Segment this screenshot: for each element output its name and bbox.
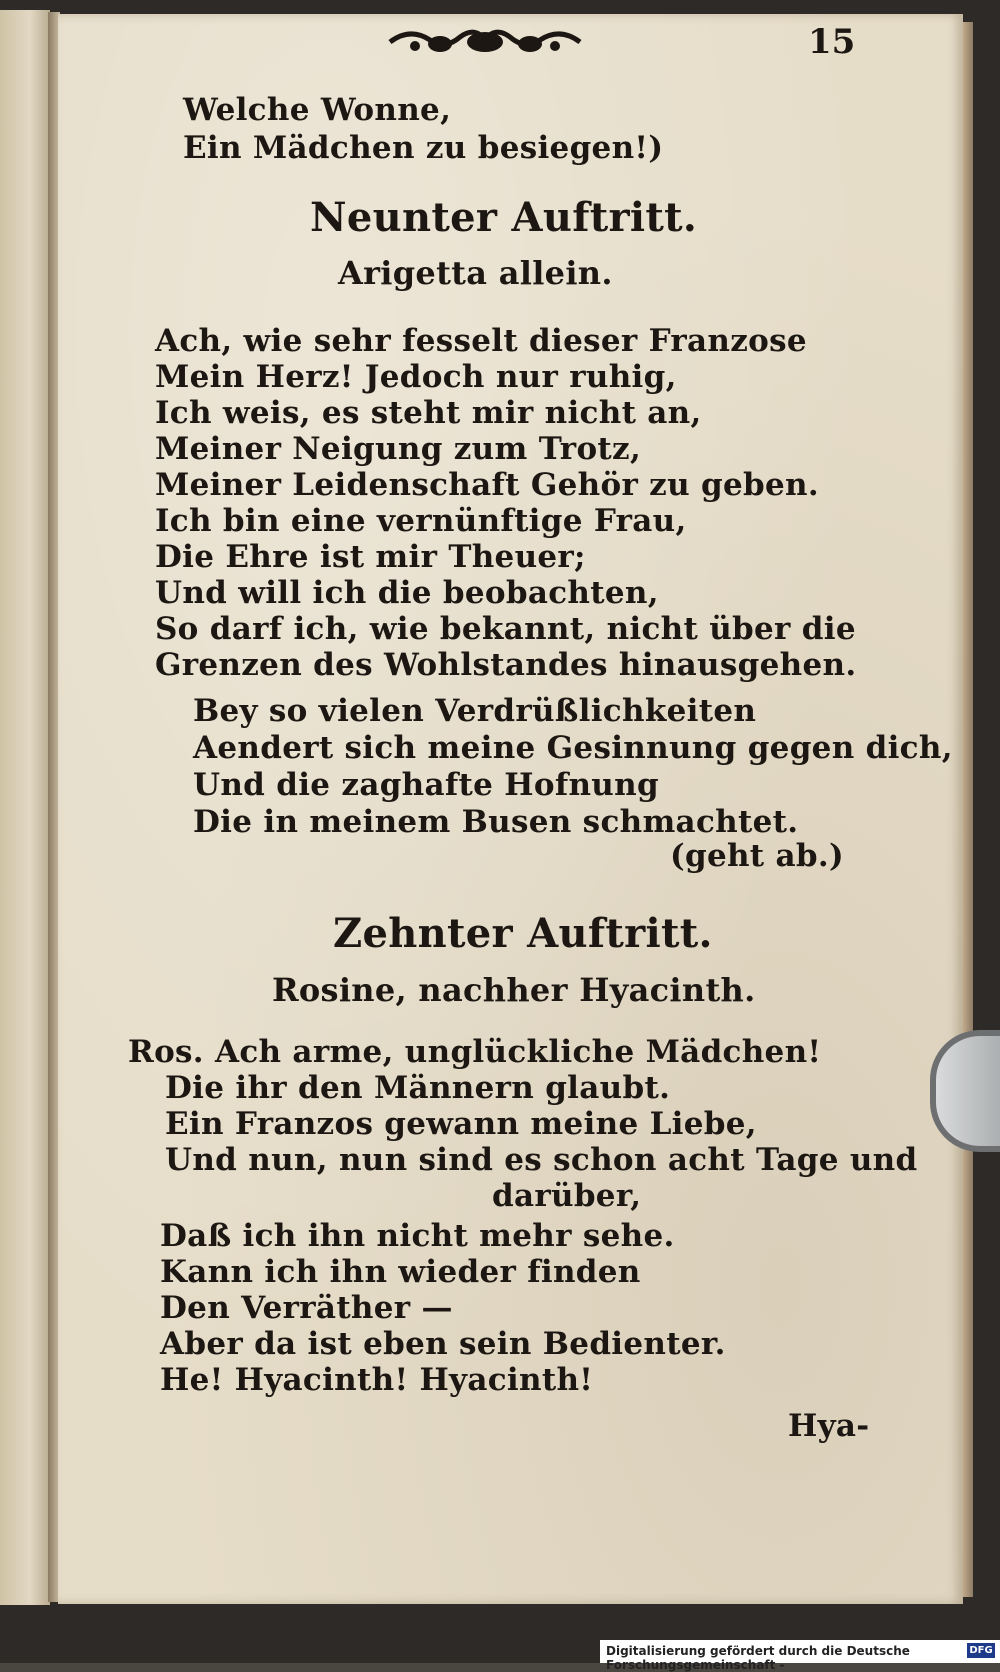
verse-line: Mein Herz! Jedoch nur ruhig, bbox=[155, 359, 677, 395]
scene-heading: Neunter Auftritt. bbox=[310, 194, 698, 241]
verse-line: Kann ich ihn wieder finden bbox=[160, 1254, 641, 1290]
verse-line: Die ihr den Männern glaubt. bbox=[165, 1070, 671, 1106]
verse-line: Aber da ist eben sein Bedienter. bbox=[160, 1326, 726, 1362]
verse-line: Ich bin eine vernünftige Frau, bbox=[155, 503, 687, 539]
verse-line: Ich weis, es steht mir nicht an, bbox=[155, 395, 702, 431]
verse-line: Ros. Ach arme, unglückliche Mädchen! bbox=[128, 1034, 822, 1070]
verse-line: Und nun, nun sind es schon acht Tage und bbox=[165, 1142, 918, 1178]
scene-subheading: Arigetta allein. bbox=[338, 254, 613, 292]
scene-heading: Zehnter Auftritt. bbox=[333, 910, 713, 957]
page-clip bbox=[930, 1030, 1000, 1152]
verse-line: He! Hyacinth! Hyacinth! bbox=[160, 1362, 594, 1398]
verse-line: darüber, bbox=[492, 1178, 642, 1214]
verse-line: So darf ich, wie bekannt, nicht über die bbox=[155, 611, 856, 647]
previous-page-edge bbox=[0, 10, 50, 1605]
verse-line: Daß ich ihn nicht mehr sehe. bbox=[160, 1218, 675, 1254]
footer-credit: Digitalisierung gefördert durch die Deutsche Forschungsgemeinschaft - bbox=[606, 1644, 910, 1672]
aria-line: Aendert sich meine Gesinnung gegen dich, bbox=[193, 730, 953, 766]
verse-line: Meiner Leidenschaft Gehör zu geben. bbox=[155, 467, 819, 503]
page-number: 15 bbox=[808, 22, 856, 62]
verse-line: Ach, wie sehr fesselt dieser Franzose bbox=[155, 323, 807, 359]
aria-line: Und die zaghafte Hofnung bbox=[193, 767, 659, 803]
verse-line: Den Verräther — bbox=[160, 1290, 453, 1326]
verse-line: Grenzen des Wohlstandes hinausgehen. bbox=[155, 647, 857, 683]
fragment-line: Welche Wonne, bbox=[183, 92, 452, 128]
verse-line: Meiner Neigung zum Trotz, bbox=[155, 431, 642, 467]
ornament-vignette bbox=[385, 22, 585, 58]
page-edge bbox=[963, 22, 973, 1597]
aria-line: Die in meinem Busen schmachtet. bbox=[193, 804, 799, 840]
catchword: Hya- bbox=[788, 1408, 870, 1444]
fragment-line: Ein Mädchen zu besiegen!) bbox=[183, 130, 664, 166]
verse-line: Die Ehre ist mir Theuer; bbox=[155, 539, 586, 575]
dfg-logo: DFG bbox=[967, 1643, 995, 1658]
verse-line: Ein Franzos gewann meine Liebe, bbox=[165, 1106, 757, 1142]
aria-line: Bey so vielen Verdrüßlichkeiten bbox=[193, 693, 757, 729]
verse-line: Und will ich die beobachten, bbox=[155, 575, 659, 611]
scene-subheading: Rosine, nachher Hyacinth. bbox=[272, 971, 756, 1009]
stage-direction: (geht ab.) bbox=[670, 838, 844, 874]
